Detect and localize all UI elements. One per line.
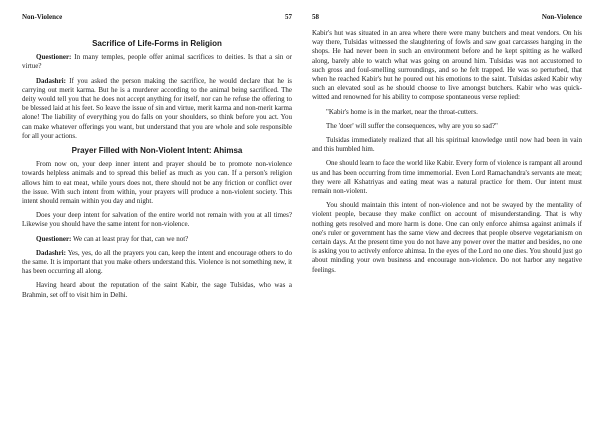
paragraph-text: If you asked the person making the sacrifice, he would declare that he is carrying out merit karma. But he is a murderer according to the animal being sacrificed. The deity would tell you that he does not accept anything for itself, nor can he refuse the offering to be blessed laid at his feet. So leave the issue of sin and virtue, merit karma and non-merit karma alone! The liability of everything you do falls on your shoulders, so think before you act. You can make whatever offerings you want, but understand that you are whole and sole responsible for all your actions.	[22, 76, 292, 140]
speaker-label: Questioner:	[36, 53, 72, 62]
speaker-label: Dadashri:	[36, 76, 66, 85]
paragraph-text: We can at least pray for that, can we not?	[71, 234, 189, 243]
paragraph: From now on, your deep inner intent and prayer should be to promote non-violence towards helpless animals and to spread this belief as much as you can. If a person's religion allows him to eat meat, while yours does not, there should not be any friction or conflict over the issue. With such intent from within, your prayers will produce a non-violent society. This intent should remain within you day and night.	[22, 160, 292, 206]
speaker-label: Dadashri:	[36, 248, 66, 257]
left-body	[22, 39, 292, 300]
right-running-header	[312, 13, 582, 27]
verse-line: "Kabir's home is in the market, near the throat-cutters.	[326, 107, 478, 116]
paragraph: Does your deep intent for salvation of the entire world not remain with you at all times? Likewise you should have the same intent for non-violence.	[22, 211, 292, 229]
right-page	[312, 0, 582, 423]
paragraph-text: In many temples, people offer animal sacrifices to deities. Is that a sin or virtue?	[22, 53, 292, 71]
right-header-title: Non-Violence	[541, 13, 582, 21]
paragraph	[22, 77, 292, 141]
paragraph: Tulsidas immediately realized that all his spiritual knowledge until now had been in vain and this humbled him.	[312, 136, 582, 154]
paragraph: One should learn to face the world like Kabir. Every form of violence is rampant all around us and has been occurring from time immemorial. Even Lord Ramachandra's servants ate meat; they were all Kshatriyas and eating meat was a natural practice for them. Our intent must remain non-violent.	[312, 159, 582, 196]
paragraph	[22, 53, 292, 71]
left-page-number: 57	[285, 13, 292, 21]
paragraph: You should maintain this intent of non-violence and not be swayed by the mentality of violent people, because they make conflict on account of misunderstanding. That is why nothing gets resolved and more harm is done. One can only enforce ahimsa against animals if one's ruler or government has the same view and decrees that people observe vegetarianism on certain days. At the present time you do not have any power over the matter and besides, no one is asking you to actively enforce ahimsa. In the eyes of the Lord no one dies. You should just go about minding your own business and encourage non-violence. Do not harbor any negative feelings.	[312, 201, 582, 274]
left-header-title: Non-Violence	[22, 13, 63, 21]
verse-line: The 'doer' will suffer the consequences, why are you so sad?"	[326, 121, 498, 130]
paragraph: Having heard about the reputation of the saint Kabir, the sage Tulsidas, who was a Brahmin, set off to visit him in Delhi.	[22, 281, 292, 299]
right-body	[312, 29, 582, 275]
paragraph: Kabir's hut was situated in an area where there were many butchers and meat vendors. On his way there, Tulsidas witnessed the slaughtering of fowls and saw goat carcasses hanging in the shops. He had never been in such an environment before and he kept spitting as he walked along, barely able to watch what was going on around him. Tulsidas was not accustomed to such gross and foul-smelling surroundings, and so he felt trapped. He was so perturbed, that when he reached Kabir's hut he poured out his emotions to the saint. Tulsidas asked Kabir why such an elevated soul as he should choose to live amongst butchers. Kabir who was quick-witted and renowned for his ability to compose spontaneous verse replied:	[312, 29, 582, 102]
section-heading-sacrifice: Sacrifice of Life-Forms in Religion	[92, 39, 222, 48]
right-page-number: 58	[312, 13, 319, 21]
paragraph-text: Yes, yes, do all the prayers you can, keep the intent and encourage others to do the same. It is important that you make others understand this. Violence is not something new, it has been occurring all along.	[22, 248, 292, 276]
section-heading-prayer: Prayer Filled with Non-Violent Intent: Ahimsa	[71, 146, 243, 156]
left-running-header	[22, 13, 292, 27]
left-page	[22, 0, 292, 423]
speaker-label: Questioner:	[36, 234, 72, 243]
paragraph	[22, 249, 292, 277]
paragraph	[22, 235, 292, 244]
